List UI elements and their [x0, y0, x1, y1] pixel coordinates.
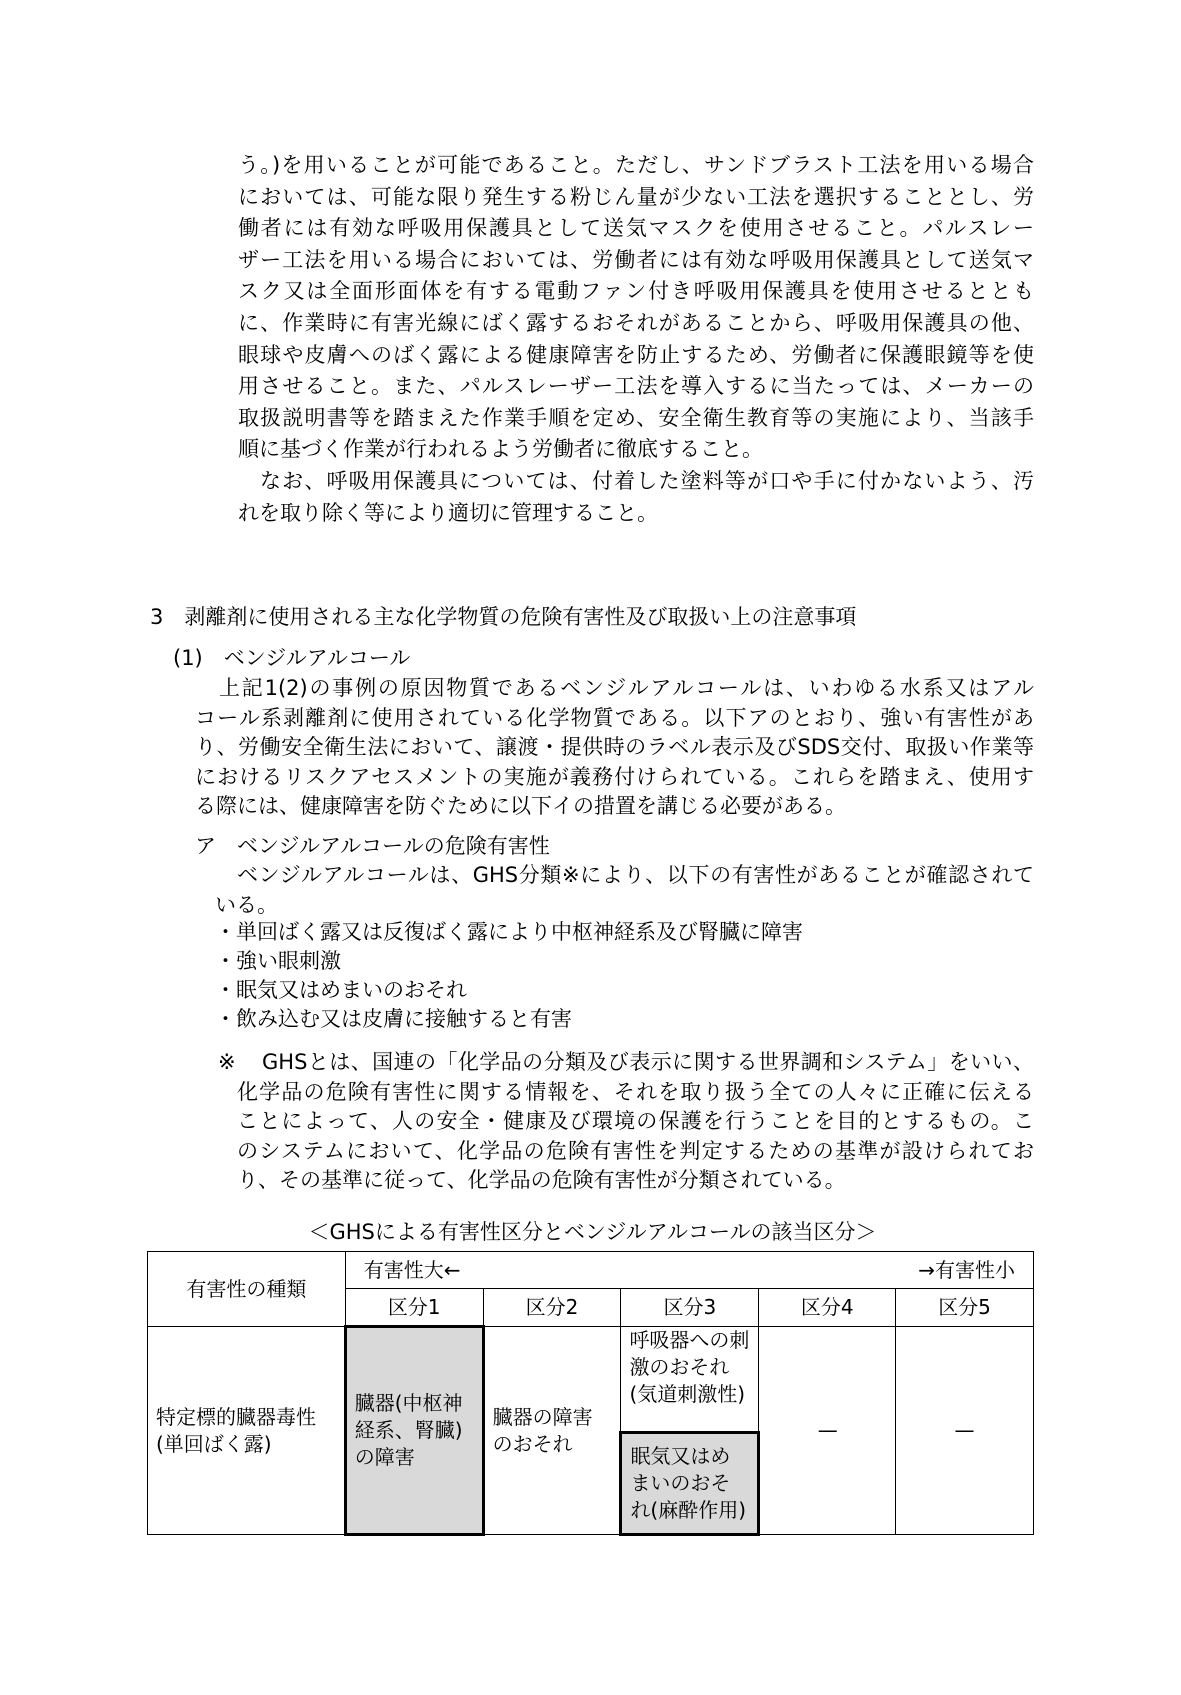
text-line: なお、呼吸用保護具については、付着した塗料等が口や手に付かないよう、汚 — [260, 469, 1034, 493]
text-line: コール系剥離剤に使用されている化学物質である。以下アのとおり、強い有害性があ — [195, 705, 1034, 730]
type-header: 有害性の種類 — [148, 1252, 346, 1327]
text-line: に、作業時に有害光線にばく露するおそれがあることから、呼吸用保護具の他、 — [238, 311, 1034, 335]
category-4-cell: — — [759, 1327, 896, 1535]
text-line: ベンジルアルコールは、GHS分類※により、以下の有害性があることが確認されて — [237, 863, 1034, 887]
text-line: れを取り除く等により適切に管理すること。 — [238, 500, 658, 525]
section-3-heading: 3 剥離剤に使用される主な化学物質の危険有害性及び取扱い上の注意事項 — [150, 605, 857, 629]
table-title: ＜GHSによる有害性区分とベンジルアルコールの該当区分＞ — [308, 1220, 877, 1244]
text-line: 順に基づく作業が行われるよう労働者に徹底すること。 — [238, 437, 763, 462]
text-line: ・眠気又はめまいのおそれ — [215, 978, 467, 1002]
category-2-cell: 臓器の障害のおそれ — [483, 1327, 621, 1535]
text-line: り、労働安全衛生法において、譲渡・提供時のラベル表示及びSDS交付、取扱い作業等 — [195, 735, 1034, 759]
text-line: スク又は全面形面体を有する電動ファン付き呼吸用保護具を使用させるととも — [238, 279, 1034, 304]
text-line: 化学品の危険有害性に関する情報を、それを取り扱う全ての人々に正確に伝える — [237, 1079, 1034, 1104]
text-line: いる。 — [215, 892, 278, 917]
text-line: り、その基準に従って、化学品の危険有害性が分類されている。 — [237, 1168, 846, 1192]
category-5-cell: — — [896, 1327, 1034, 1535]
text-line: ・強い眼刺激 — [215, 949, 341, 973]
text-line: う。)を用いることが可能であること。ただし、サンドブラスト工法を用いる場合 — [238, 153, 1034, 177]
category-3-lower-cell: 眠気又はめまいのおそれ(麻酔作用) — [621, 1433, 759, 1535]
text-line: ・単回ばく露又は反復ばく露により中枢神経系及び腎臓に障害 — [215, 920, 803, 944]
text-line: 取扱説明書等を踏まえた作業手順を定め、安全衛生教育等の実施により、当該手 — [238, 405, 1034, 430]
scale-header — [345, 1252, 1033, 1289]
subsection-1-heading: (1) ベンジルアルコール — [173, 646, 411, 670]
text-line: 眼球や皮膚へのばく露による健康障害を防止するため、労働者に保護眼鏡等を使 — [238, 342, 1034, 367]
text-line: においては、可能な限り発生する粉じん量が少ない工法を選択することとし、労 — [238, 184, 1034, 209]
category-1-header: 区分1 — [345, 1289, 483, 1327]
category-1-cell: 臓器(中枢神経系、腎臓)の障害 — [345, 1327, 483, 1535]
ghs-classification-table — [147, 1251, 1034, 1536]
category-2-header: 区分2 — [483, 1289, 621, 1327]
item-a-heading: ア ベンジルアルコールの危険有害性 — [195, 834, 550, 858]
category-3-header: 区分3 — [621, 1289, 759, 1327]
text-line: ことによって、人の安全・健康及び環境の保護を行うことを目的とするもの。こ — [237, 1109, 1034, 1133]
low-hazard-label: →有害性小 — [918, 1257, 1015, 1282]
footnote-mark: ※ — [218, 1050, 236, 1074]
text-line: GHSとは、国連の「化学品の分類及び表示に関する世界調和システム」をいい、 — [262, 1050, 1034, 1074]
high-hazard-label: 有害性大← — [363, 1257, 461, 1282]
category-4-header: 区分4 — [759, 1289, 896, 1327]
category-3-upper-cell: 呼吸器への刺激のおそれ(気道刺激性) — [621, 1327, 759, 1433]
text-line: る際には、健康障害を防ぐために以下イの措置を講じる必要がある。 — [195, 794, 846, 818]
row-label: 特定標的臓器毒性(単回ばく露) — [148, 1327, 346, 1535]
text-line: 上記1(2)の事例の原因物質であるベンジルアルコールは、いわゆる水系又はアル — [219, 676, 1034, 700]
text-line: のシステムにおいて、化学品の危険有害性を判定するための基準が設けられてお — [237, 1138, 1034, 1163]
category-5-header: 区分5 — [896, 1289, 1034, 1327]
text-line: ・飲み込む又は皮膚に接触すると有害 — [215, 1007, 572, 1031]
text-line: 用させること。また、パルスレーザー工法を導入するに当たっては、メーカーの — [238, 374, 1034, 399]
text-line: 働者には有効な呼吸用保護具として送気マスクを使用させること。パルスレー — [238, 216, 1034, 241]
text-line: ザー工法を用いる場合においては、労働者には有効な呼吸用保護具として送気マ — [238, 247, 1034, 272]
text-line: におけるリスクアセスメントの実施が義務付けられている。これらを踏まえ、使用す — [195, 764, 1034, 789]
